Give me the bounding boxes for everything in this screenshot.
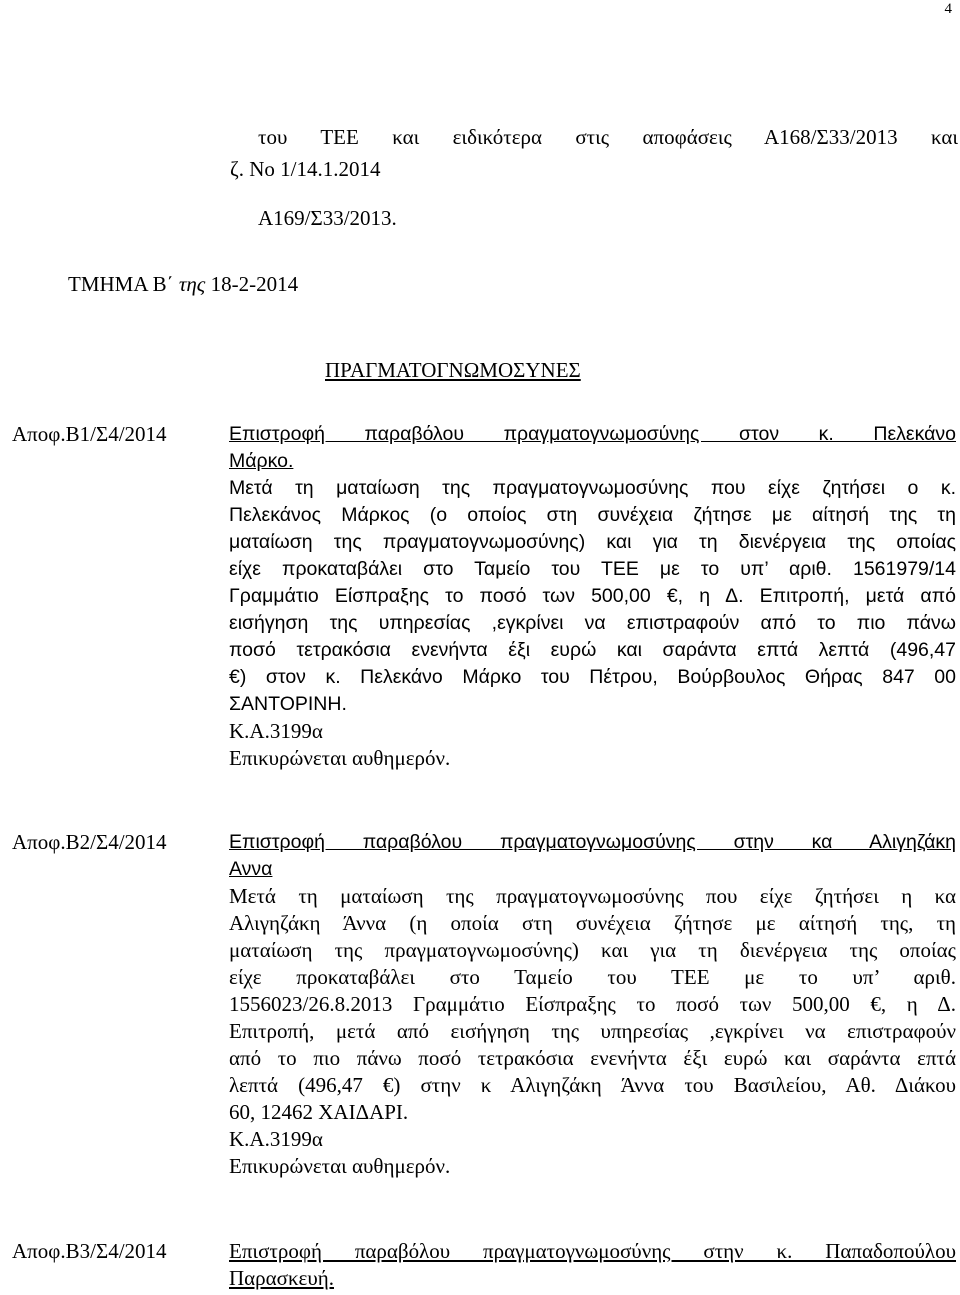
decision-ratified: Επικυρώνεται αυθημερόν. [229,746,451,770]
meeting-note: ζ. Νο 1/14.1.2014 [230,157,381,181]
section-heading [68,271,298,298]
decision-text-line: ΣΑΝΤΟΡΙΝΗ. [229,693,347,715]
decision-id: Αποφ.Β1/Σ4/2014 [12,422,167,446]
section-date: 18-2-2014 [205,272,299,296]
decision-text-line: ποσό τετρακόσια ενενήντα έξι ευρώ και σαράντα επτά λεπτά (496,47 [229,639,956,661]
decision-subject-line-1: Επιστροφή παραβόλου πραγματογνωμοσύνης στην κ. Παπαδοπούλου [229,1239,956,1263]
decision-text-line: 1556023/26.8.2013 Γραμμάτιο Είσπραξης το ποσό των 500,00 €, η Δ. [229,992,956,1016]
decision-text-line: ματαίωση της πραγματογνωμοσύνης) και για τη διενέργεια της οποίας [229,531,956,553]
decision-text-line: εισήγηση της υπηρεσίας ,εγκρίνει να επιστραφούν από το πιο πάνω [229,612,956,634]
decision-text-line: από το πιο πάνω ποσό τετρακόσια ενενήντα έξι ευρώ και σαράντα επτά [229,1046,956,1070]
decision-text-line: Αλιγηζάκη Άννα (η οποία στη συνέχεια ζήτησε με αίτησή της, τη [229,911,956,935]
decision-text-line: 60, 12462 ΧΑΙΔΑΡΙ. [229,1100,409,1124]
decision-subject-line-2: Μάρκο. [229,450,294,472]
decision-text-line: Επιτροπή, μετά από εισήγηση της υπηρεσίας ,εγκρίνει να επιστραφούν [229,1019,956,1043]
decision-subject-line-1: Επιστροφή παραβόλου πραγματογνωμοσύνης στον κ. Πελεκάνο [229,423,956,445]
decision-text-line: ματαίωση της πραγματογνωμοσύνης) και για τη διενέργεια της οποίας [229,938,956,962]
decision-text-line: λεπτά (496,47 €) στην κ Αλιγηζάκη Άννα του Βασιλείου, Αθ. Διάκου [229,1073,956,1097]
decision-body [229,829,956,1180]
decision-body [229,421,956,772]
decision-text-line: Γραμμάτιο Είσπραξης το ποσό των 500,00 €, η Δ. Επιτροπή, μετά από [229,585,956,607]
decision-subject-line-1: Επιστροφή παραβόλου πραγματογνωμοσύνης στην κα Αλιγηζάκη [229,831,956,853]
intro-line-1: του ΤΕΕ και ειδικότερα στις αποφάσεις Α168/Σ33/2013 και [258,125,958,149]
decision-ka: Κ.Α.3199α [229,719,323,743]
decision-text-line: Μετά τη ματαίωση της πραγματογνωμοσύνης που είχε ζητήσει ο κ. [229,477,956,499]
section-italic: της [178,272,206,296]
decision-text-line: είχε προκαταβάλει στο Ταμείο του ΤΕΕ με το υπ’ αριθ. 1561979/14 [229,558,956,580]
decision-subject-line-2: Παρασκευή. [229,1266,334,1290]
page-title: ΠΡΑΓΜΑΤΟΓΝΩΜΟΣΥΝΕΣ [325,358,581,382]
decision-subject-line-2: Αννα [229,858,273,880]
decision-ka: Κ.Α.3199α [229,1127,323,1151]
decision-id: Αποφ.Β3/Σ4/2014 [12,1239,167,1263]
decision-text-line: Μετά τη ματαίωση της πραγματογνωμοσύνης που είχε ζητήσει η κα [229,884,956,908]
decision-body [229,1238,956,1292]
intro-line-2: Α169/Σ33/2013. [258,206,397,230]
page-number: 4 [944,1,952,17]
decision-text-line: €) στον κ. Πελεκάνο Μάρκο του Πέτρου, Βούρβουλος Θήρας 847 00 [229,666,956,688]
decision-text-line: Πελεκάνος Μάρκος (ο οποίος στη συνέχεια ζήτησε με αίτησή της τη [229,504,956,526]
decision-ratified: Επικυρώνεται αυθημερόν. [229,1154,451,1178]
section-prefix: ΤΜΗΜΑ Β΄ [68,272,179,296]
decision-id: Αποφ.Β2/Σ4/2014 [12,830,167,854]
decision-text-line: είχε προκαταβάλει στο Ταμείο του ΤΕΕ με το υπ’ αριθ. [229,965,956,989]
